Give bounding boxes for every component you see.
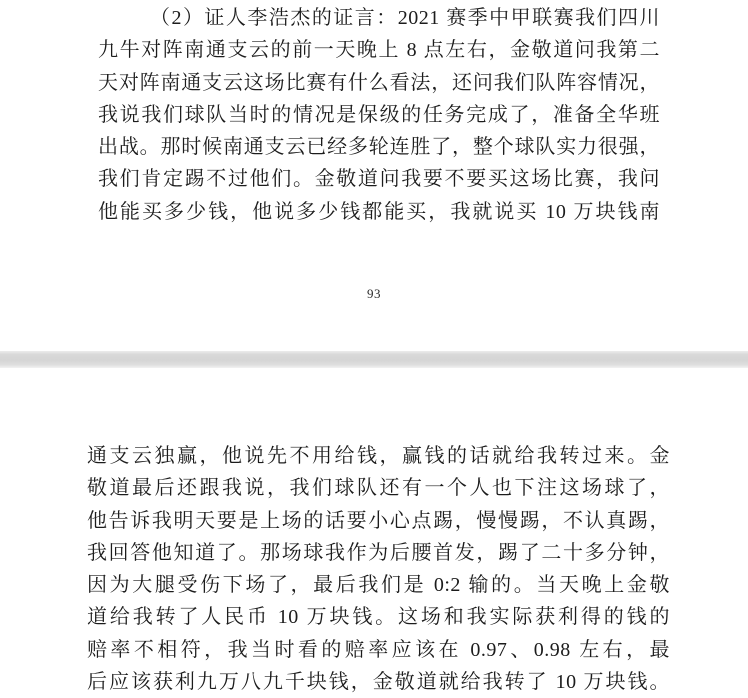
text-line: 赔率不相符，我当时看的赔率应该在 0.97、0.98 左右，最 (87, 638, 670, 661)
text-line: 后应该获利九万八九千块钱，金敬道就给我转了 10 万块钱。 (87, 671, 670, 694)
page-94-text-block (87, 440, 670, 698)
text-line: 天对阵南通支云这场比赛有什么看法，还问我们队阵容情况， (98, 71, 660, 94)
text-line: 通支云独赢，他说先不用给钱，赢钱的话就给我转过来。金 (87, 445, 670, 467)
text-line: 敬道最后还跟我说，我们球队还有一个人也下注这场球了， (87, 477, 670, 500)
text-line: 道给我转了人民币 10 万块钱。这场和我实际获利得的钱的 (87, 606, 670, 629)
text-line: 我说我们球队当时的情况是保级的任务完成了，准备全华班 (98, 103, 660, 126)
text-line: 我们肯定踢不过他们。金敬道问我要不要买这场比赛，我问 (98, 168, 660, 191)
text-line: 九牛对阵南通支云的前一天晚上 8 点左右，金敬道问我第二 (98, 39, 660, 62)
text-line: 出战。那时候南通支云已经多轮连胜了，整个球队实力很强， (98, 136, 660, 159)
text-line: 因为大腿受伤下场了，最后我们是 0:2 输的。当天晚上金敬 (87, 574, 670, 597)
page-separator (0, 351, 748, 368)
text-line: （2）证人李浩杰的证言：2021 赛季中甲联赛我们四川 (150, 7, 660, 29)
text-line: 他告诉我明天要是上场的话要小心点踢，慢慢踢，不认真踢， (87, 509, 670, 532)
page-93-text-block (98, 2, 660, 228)
page-number: 93 (367, 286, 381, 301)
text-line: 我回答他知道了。那场球我作为后腰首发，踢了二十多分钟， (87, 541, 670, 564)
text-line: 他能买多少钱，他说多少钱都能买，我就说买 10 万块钱南 (98, 200, 660, 223)
